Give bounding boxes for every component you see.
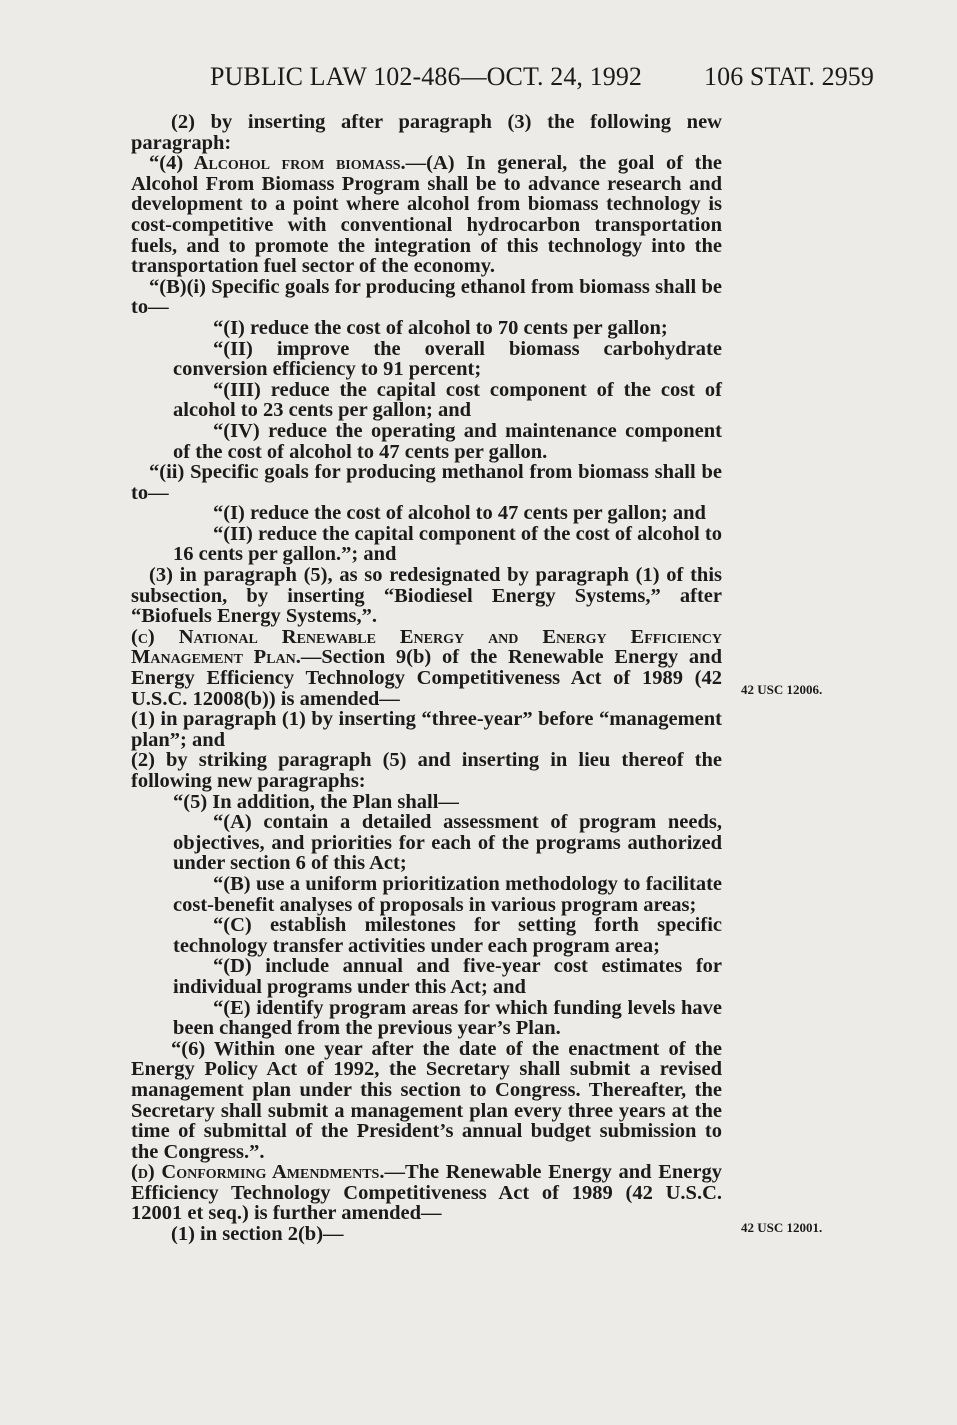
paragraph: “(5) In addition, the Plan shall— xyxy=(173,790,459,813)
margin-citation: 42 USC 12001. xyxy=(741,1220,823,1235)
paragraph: “(D) include annual and five-year cost estimates for individual programs under this Act; and xyxy=(173,955,722,998)
paragraph: “(E) identify program areas for which funding levels have been changed from the previous year’s Plan. xyxy=(173,996,722,1040)
paragraph: “(ii) Specific goals for producing methanol from biomass shall be to— xyxy=(131,461,722,504)
paragraph: “(I) reduce the cost of alcohol to 47 cents per gallon; and xyxy=(213,502,706,525)
paragraph: “(C) establish milestones for setting forth specific technology transfer activities under each program area; xyxy=(173,914,722,957)
paragraph: “(4) Alcohol from biomass.—(A) In general, the goal of the Alcohol From Biomass Program shall be to advance research and development to a point where alcohol from biomass technology is cost-competitive with conventional hydrocarbon transportation fuels, and to promote the integration of this technology into the transportation fuel sector of the economy. xyxy=(131,152,722,278)
margin-citation: 42 USC 12006. xyxy=(741,682,823,697)
paragraph: (1) in section 2(b)— xyxy=(171,1223,344,1246)
paragraph: (d) Conforming Amendments.—The Renewable Energy and Energy Efficiency Technology Competitiveness Act of 1989 (42 U.S.C. 12001 et seq.) is further amended— xyxy=(131,1161,722,1225)
running-header-title: PUBLIC LAW 102-486—OCT. 24, 1992 xyxy=(210,62,643,91)
paragraph: “(III) reduce the capital cost component of the cost of alcohol to 23 cents per gallon; and xyxy=(173,378,722,422)
paragraph: “(B) use a uniform prioritization methodology to facilitate cost-benefit analyses of proposals in various program areas; xyxy=(173,872,722,916)
paragraph: (2) by inserting after paragraph (3) the following new paragraph: xyxy=(131,111,722,154)
paragraph: (1) in paragraph (1) by inserting “three-year” before “management plan”; and xyxy=(131,708,722,751)
paragraph: “(I) reduce the cost of alcohol to 70 cents per gallon; xyxy=(213,316,668,339)
paragraph: “(A) contain a detailed assessment of program needs, objectives, and priorities for each of the programs authorized under section 6 of this Act; xyxy=(173,811,722,875)
paragraph: “(II) improve the overall biomass carbohydrate conversion efficiency to 91 percent; xyxy=(173,337,722,381)
statute-body xyxy=(131,112,722,1245)
paragraph: “(IV) reduce the operating and maintenance component of the cost of alcohol to 47 cents per gallon. xyxy=(173,419,722,463)
paragraph: (2) by striking paragraph (5) and inserting in lieu thereof the following new paragraphs: xyxy=(131,749,722,792)
paragraph: (c) National Renewable Energy and Energy Efficiency Management Plan.—Section 9(b) of the Renewable Energy and Energy Efficiency Technology Competitiveness Act of 1989 (42 U.S.C. 12008(b)) is amended— xyxy=(131,625,722,710)
page-stat-number: 106 STAT. 2959 xyxy=(704,62,875,91)
paragraph: “(II) reduce the capital component of the cost of alcohol to 16 cents per gallon.”; and xyxy=(173,522,722,566)
paragraph: “(6) Within one year after the date of the enactment of the Energy Policy Act of 1992, the Secretary shall submit a revised management plan under this section to Congress. Thereafter, the Secretary shall submit a management plan every three years at the time of submittal of the President’s annual budget submission to the Congress.”. xyxy=(131,1037,722,1163)
paragraph: (3) in paragraph (5), as so redesignated by paragraph (1) of this subsection, by inserting “Biodiesel Energy Systems,” after “Biofuels Energy Systems,”. xyxy=(131,564,722,628)
paragraph: “(B)(i) Specific goals for producing ethanol from biomass shall be to— xyxy=(131,275,722,319)
